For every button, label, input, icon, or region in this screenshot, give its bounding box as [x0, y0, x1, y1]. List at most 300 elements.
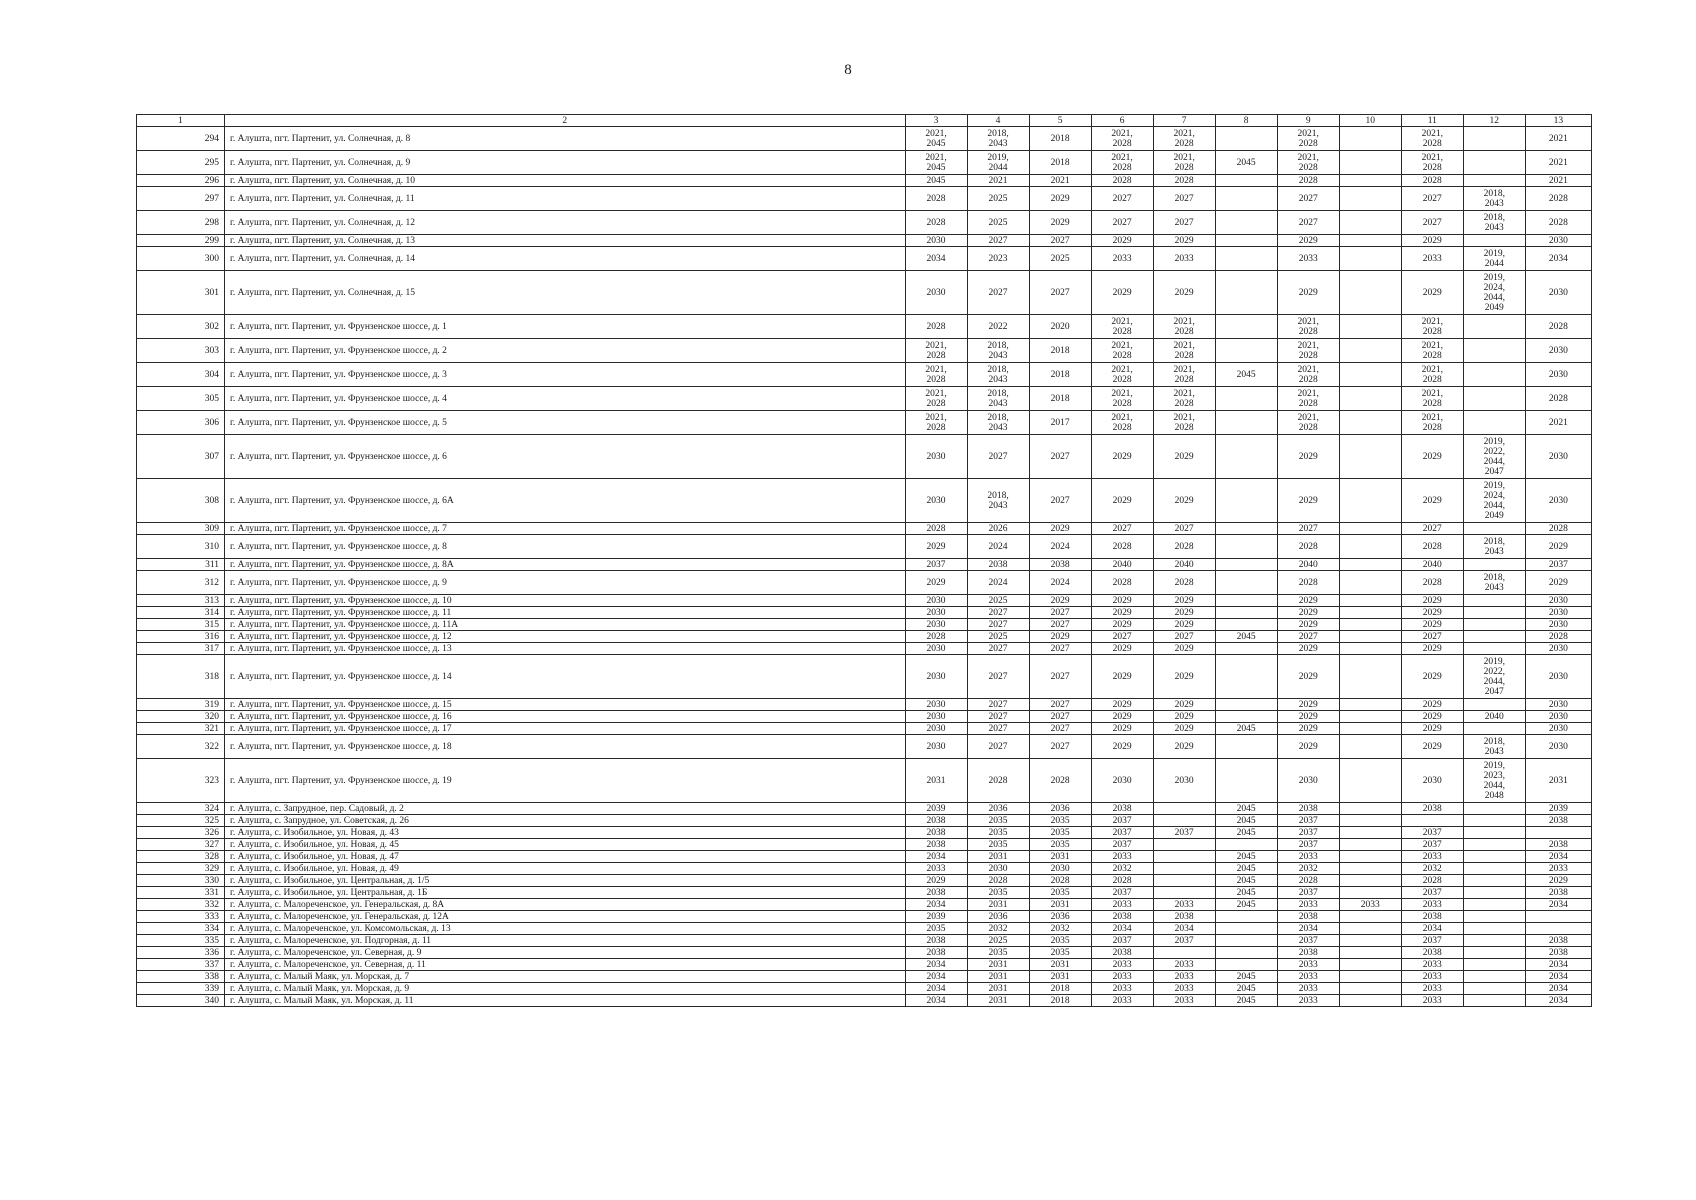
year-value: 2030: [1548, 345, 1568, 356]
year-value: 2030: [1548, 699, 1568, 710]
year-cell-col-9: [1277, 411, 1339, 435]
year-cell-col-11: [1401, 151, 1463, 175]
year-cell-col-12: [1463, 175, 1525, 187]
year-value: 2030: [1548, 287, 1568, 298]
year-cell-col-10: [1339, 187, 1401, 211]
year-value: 2028: [1174, 577, 1194, 588]
year-value: 2029: [1112, 607, 1132, 618]
year-cell-col-9: [1277, 899, 1339, 911]
year-cell-col-3: [905, 151, 967, 175]
year-cell-col-4: [967, 827, 1029, 839]
year-value: 2034: [1548, 983, 1568, 994]
year-value: 2029: [1174, 595, 1194, 606]
year-cell-col-13: [1525, 723, 1591, 735]
year-value: 2030: [926, 643, 946, 654]
year-cell-col-8: [1215, 315, 1277, 339]
year-value: 2018, 2043: [1483, 572, 1505, 593]
row-number: 318: [137, 655, 225, 699]
address-cell: г. Алушта, пгт. Партенит, ул. Фрунзенское шоссе, д. 7: [225, 523, 905, 535]
year-cell-col-12: [1463, 187, 1525, 211]
address-cell: г. Алушта, пгт. Партенит, ул. Фрунзенское шоссе, д. 3: [225, 363, 905, 387]
year-cell-col-4: [967, 535, 1029, 559]
year-cell-col-7: [1153, 983, 1215, 995]
year-cell-col-11: [1401, 711, 1463, 723]
table-row: [137, 235, 1592, 247]
year-cell-col-4: [967, 571, 1029, 595]
year-value: 2027: [1050, 619, 1070, 630]
year-cell-col-11: [1401, 983, 1463, 995]
year-cell-col-13: [1525, 571, 1591, 595]
year-cell-col-11: [1401, 271, 1463, 315]
year-cell-col-10: [1339, 655, 1401, 699]
year-value: 2029: [1174, 671, 1194, 682]
year-value: 2035: [988, 947, 1008, 958]
address-cell: г. Алушта, с. Запрудное, пер. Садовый, д. 2: [225, 803, 905, 815]
year-cell-col-12: [1463, 711, 1525, 723]
table-row: [137, 339, 1592, 363]
year-cell-col-10: [1339, 315, 1401, 339]
year-cell-col-7: [1153, 127, 1215, 151]
address-cell: г. Алушта, пгт. Партенит, ул. Фрунзенское шоссе, д. 8: [225, 535, 905, 559]
year-cell-col-5: [1029, 643, 1091, 655]
year-value: 2030: [926, 495, 946, 506]
year-cell-col-6: [1091, 699, 1153, 711]
row-number: 339: [137, 983, 225, 995]
year-value: 2035: [926, 923, 946, 934]
year-cell-col-6: [1091, 619, 1153, 631]
year-value: 2031: [1050, 851, 1070, 862]
year-cell-col-8: [1215, 711, 1277, 723]
year-value: 2034: [1548, 899, 1568, 910]
year-value: 2028: [1548, 193, 1568, 204]
year-cell-col-13: [1525, 559, 1591, 571]
year-value: 2021, 2028: [1421, 128, 1443, 149]
year-value: 2018, 2043: [1483, 536, 1505, 557]
year-cell-col-9: [1277, 631, 1339, 643]
year-cell-col-5: [1029, 271, 1091, 315]
column-header-9: 9: [1277, 115, 1339, 127]
year-cell-col-5: [1029, 911, 1091, 923]
year-cell-col-12: [1463, 723, 1525, 735]
year-cell-col-10: [1339, 235, 1401, 247]
year-value: 2027: [1422, 631, 1442, 642]
year-cell-col-6: [1091, 995, 1153, 1007]
year-cell-col-6: [1091, 899, 1153, 911]
year-value: 2021, 2045: [925, 152, 947, 173]
year-value: 2030: [1422, 775, 1442, 786]
year-cell-col-6: [1091, 643, 1153, 655]
year-cell-col-5: [1029, 339, 1091, 363]
year-cell-col-12: [1463, 911, 1525, 923]
year-cell-col-10: [1339, 535, 1401, 559]
year-cell-col-8: [1215, 175, 1277, 187]
year-value: 2038: [926, 887, 946, 898]
row-number: 325: [137, 815, 225, 827]
year-value: 2045: [1236, 971, 1256, 982]
year-value: 2040: [1112, 559, 1132, 570]
year-cell-col-7: [1153, 559, 1215, 571]
year-cell-col-10: [1339, 899, 1401, 911]
year-value: 2030: [1298, 775, 1318, 786]
year-value: 2021: [1548, 157, 1568, 168]
year-cell-col-13: [1525, 899, 1591, 911]
address-cell: г. Алушта, пгт. Партенит, ул. Фрунзенское шоссе, д. 12: [225, 631, 905, 643]
year-value: 2033: [1112, 995, 1132, 1006]
table-row: [137, 619, 1592, 631]
year-cell-col-10: [1339, 815, 1401, 827]
year-cell-col-12: [1463, 923, 1525, 935]
year-cell-col-7: [1153, 535, 1215, 559]
year-cell-col-4: [967, 643, 1029, 655]
year-cell-col-9: [1277, 211, 1339, 235]
year-cell-col-4: [967, 911, 1029, 923]
year-value: 2029: [1298, 723, 1318, 734]
year-cell-col-8: [1215, 271, 1277, 315]
year-value: 2021, 2028: [1173, 412, 1195, 433]
year-cell-col-5: [1029, 595, 1091, 607]
year-value: 2038: [1422, 803, 1442, 814]
year-value: 2031: [1050, 971, 1070, 982]
year-cell-col-9: [1277, 571, 1339, 595]
year-value: 2038: [1548, 935, 1568, 946]
year-cell-col-11: [1401, 815, 1463, 827]
year-value: 2021, 2028: [1421, 388, 1443, 409]
year-cell-col-9: [1277, 759, 1339, 803]
year-value: 2037: [1174, 935, 1194, 946]
year-value: 2038: [926, 815, 946, 826]
year-value: 2021, 2028: [925, 364, 947, 385]
row-number: 321: [137, 723, 225, 735]
year-value: 2027: [1050, 607, 1070, 618]
year-cell-col-8: [1215, 631, 1277, 643]
year-cell-col-11: [1401, 935, 1463, 947]
year-value: 2035: [1050, 815, 1070, 826]
table-row: [137, 187, 1592, 211]
row-number: 298: [137, 211, 225, 235]
year-value: 2028: [1298, 577, 1318, 588]
year-cell-col-13: [1525, 631, 1591, 643]
year-cell-col-7: [1153, 643, 1215, 655]
year-value: 2029: [1422, 741, 1442, 752]
year-cell-col-6: [1091, 411, 1153, 435]
year-value: 2031: [988, 983, 1008, 994]
year-value: 2018, 2043: [1483, 212, 1505, 233]
year-cell-col-9: [1277, 839, 1339, 851]
year-cell-col-11: [1401, 899, 1463, 911]
year-value: 2027: [1050, 741, 1070, 752]
year-cell-col-7: [1153, 571, 1215, 595]
year-value: 2028: [1422, 875, 1442, 886]
year-cell-col-8: [1215, 187, 1277, 211]
year-value: 2033: [1174, 995, 1194, 1006]
year-cell-col-3: [905, 631, 967, 643]
year-value: 2045: [1236, 863, 1256, 874]
year-cell-col-11: [1401, 523, 1463, 535]
year-cell-col-3: [905, 479, 967, 523]
year-value: 2018, 2043: [1483, 736, 1505, 757]
year-cell-col-8: [1215, 411, 1277, 435]
year-cell-col-9: [1277, 607, 1339, 619]
year-cell-col-12: [1463, 983, 1525, 995]
year-cell-col-10: [1339, 631, 1401, 643]
year-cell-col-5: [1029, 971, 1091, 983]
year-value: 2018, 2043: [987, 340, 1009, 361]
year-cell-col-4: [967, 655, 1029, 699]
year-value: 2021, 2028: [925, 340, 947, 361]
year-value: 2023: [988, 253, 1008, 264]
year-cell-col-3: [905, 607, 967, 619]
year-cell-col-7: [1153, 315, 1215, 339]
year-cell-col-13: [1525, 271, 1591, 315]
column-header-1: 1: [137, 115, 225, 127]
year-value: 2029: [1298, 235, 1318, 246]
year-value: 2028: [1112, 541, 1132, 552]
year-cell-col-3: [905, 815, 967, 827]
year-cell-col-7: [1153, 363, 1215, 387]
table-row: [137, 899, 1592, 911]
year-value: 2018: [1050, 345, 1070, 356]
year-value: 2033: [1112, 959, 1132, 970]
year-cell-col-13: [1525, 523, 1591, 535]
year-value: 2018, 2043: [1483, 188, 1505, 209]
year-value: 2045: [1236, 157, 1256, 168]
year-cell-col-12: [1463, 571, 1525, 595]
year-cell-col-6: [1091, 435, 1153, 479]
year-cell-col-7: [1153, 619, 1215, 631]
year-cell-col-6: [1091, 887, 1153, 899]
year-cell-col-5: [1029, 619, 1091, 631]
year-cell-col-13: [1525, 151, 1591, 175]
year-cell-col-11: [1401, 995, 1463, 1007]
year-cell-col-6: [1091, 735, 1153, 759]
year-cell-col-13: [1525, 875, 1591, 887]
year-cell-col-11: [1401, 411, 1463, 435]
row-number: 299: [137, 235, 225, 247]
year-value: 2045: [1236, 369, 1256, 380]
address-cell: г. Алушта, с. Малый Маяк, ул. Морская, д. 11: [225, 995, 905, 1007]
year-cell-col-5: [1029, 851, 1091, 863]
year-value: 2033: [1422, 983, 1442, 994]
year-cell-col-4: [967, 759, 1029, 803]
year-value: 2036: [988, 911, 1008, 922]
year-cell-col-13: [1525, 187, 1591, 211]
year-cell-col-6: [1091, 851, 1153, 863]
year-cell-col-3: [905, 911, 967, 923]
year-cell-col-5: [1029, 387, 1091, 411]
year-value: 2033: [1360, 899, 1380, 910]
year-value: 2035: [988, 839, 1008, 850]
year-cell-col-8: [1215, 643, 1277, 655]
year-cell-col-7: [1153, 723, 1215, 735]
year-cell-col-12: [1463, 559, 1525, 571]
year-value: 2029: [1112, 699, 1132, 710]
year-value: 2029: [1050, 631, 1070, 642]
year-cell-col-6: [1091, 827, 1153, 839]
year-cell-col-13: [1525, 983, 1591, 995]
year-value: 2027: [988, 619, 1008, 630]
year-value: 2029: [1174, 495, 1194, 506]
year-cell-col-3: [905, 923, 967, 935]
table-row: [137, 959, 1592, 971]
year-value: 2036: [1050, 803, 1070, 814]
year-value: 2033: [1112, 851, 1132, 862]
year-value: 2032: [1112, 863, 1132, 874]
year-cell-col-6: [1091, 339, 1153, 363]
year-cell-col-9: [1277, 911, 1339, 923]
year-cell-col-6: [1091, 479, 1153, 523]
year-cell-col-6: [1091, 535, 1153, 559]
year-value: 2031: [988, 971, 1008, 982]
year-cell-col-11: [1401, 839, 1463, 851]
year-cell-col-9: [1277, 339, 1339, 363]
year-value: 2025: [988, 935, 1008, 946]
year-cell-col-4: [967, 127, 1029, 151]
year-cell-col-12: [1463, 827, 1525, 839]
year-cell-col-8: [1215, 863, 1277, 875]
table-row: [137, 759, 1592, 803]
year-value: 2030: [1548, 369, 1568, 380]
year-value: 2028: [1050, 775, 1070, 786]
address-cell: г. Алушта, пгт. Партенит, ул. Фрунзенское шоссе, д. 17: [225, 723, 905, 735]
year-cell-col-8: [1215, 559, 1277, 571]
year-cell-col-8: [1215, 839, 1277, 851]
year-value: 2028: [988, 775, 1008, 786]
year-cell-col-13: [1525, 699, 1591, 711]
year-value: 2045: [1236, 983, 1256, 994]
year-value: 2021, 2028: [1173, 388, 1195, 409]
year-value: 2030: [926, 741, 946, 752]
table-row: [137, 387, 1592, 411]
year-value: 2032: [1298, 863, 1318, 874]
column-header-8: 8: [1215, 115, 1277, 127]
year-cell-col-5: [1029, 559, 1091, 571]
year-cell-col-11: [1401, 723, 1463, 735]
row-number: 296: [137, 175, 225, 187]
year-cell-col-12: [1463, 995, 1525, 1007]
year-cell-col-8: [1215, 827, 1277, 839]
year-cell-col-8: [1215, 875, 1277, 887]
year-cell-col-6: [1091, 839, 1153, 851]
table-row: [137, 479, 1592, 523]
year-value: 2039: [1548, 803, 1568, 814]
table-row: [137, 699, 1592, 711]
year-value: 2027: [988, 671, 1008, 682]
column-header-10: 10: [1339, 115, 1401, 127]
year-cell-col-13: [1525, 607, 1591, 619]
year-value: 2021, 2028: [1111, 388, 1133, 409]
year-value: 2021, 2028: [1421, 340, 1443, 361]
year-cell-col-10: [1339, 875, 1401, 887]
year-cell-col-7: [1153, 863, 1215, 875]
year-value: 2021, 2028: [1111, 152, 1133, 173]
year-cell-col-5: [1029, 959, 1091, 971]
address-cell: г. Алушта, пгт. Партенит, ул. Фрунзенское шоссе, д. 11А: [225, 619, 905, 631]
year-value: 2037: [1112, 839, 1132, 850]
year-value: 2027: [1050, 287, 1070, 298]
year-value: 2029: [1174, 607, 1194, 618]
year-cell-col-13: [1525, 655, 1591, 699]
year-value: 2034: [926, 971, 946, 982]
year-cell-col-9: [1277, 523, 1339, 535]
year-cell-col-8: [1215, 235, 1277, 247]
year-cell-col-5: [1029, 923, 1091, 935]
year-cell-col-6: [1091, 815, 1153, 827]
year-cell-col-5: [1029, 607, 1091, 619]
year-cell-col-10: [1339, 923, 1401, 935]
year-value: 2031: [988, 851, 1008, 862]
year-cell-col-12: [1463, 699, 1525, 711]
year-cell-col-11: [1401, 559, 1463, 571]
address-cell: г. Алушта, пгт. Партенит, ул. Фрунзенское шоссе, д. 10: [225, 595, 905, 607]
year-cell-col-7: [1153, 387, 1215, 411]
year-cell-col-13: [1525, 619, 1591, 631]
year-cell-col-11: [1401, 315, 1463, 339]
year-value: 2035: [988, 815, 1008, 826]
year-value: 2038: [1548, 887, 1568, 898]
year-value: 2027: [1298, 217, 1318, 228]
year-cell-col-9: [1277, 935, 1339, 947]
year-cell-col-12: [1463, 803, 1525, 815]
year-cell-col-6: [1091, 315, 1153, 339]
year-value: 2032: [1422, 863, 1442, 874]
year-value: 2028: [926, 631, 946, 642]
year-value: 2035: [1050, 947, 1070, 958]
year-value: 2019, 2044: [1483, 248, 1505, 269]
address-cell: г. Алушта, с. Изобильное, ул. Центральная, д. 1Б: [225, 887, 905, 899]
year-value: 2045: [1236, 887, 1256, 898]
address-cell: г. Алушта, пгт. Партенит, ул. Фрунзенское шоссе, д. 2: [225, 339, 905, 363]
year-cell-col-8: [1215, 699, 1277, 711]
year-cell-col-11: [1401, 699, 1463, 711]
year-cell-col-3: [905, 619, 967, 631]
year-value: 2021: [1548, 175, 1568, 186]
table-row: [137, 411, 1592, 435]
year-value: 2028: [926, 523, 946, 534]
year-value: 2022: [988, 321, 1008, 332]
year-value: 2030: [1548, 451, 1568, 462]
year-value: 2033: [926, 863, 946, 874]
table-row: [137, 827, 1592, 839]
year-cell-col-5: [1029, 803, 1091, 815]
year-value: 2034: [1548, 971, 1568, 982]
address-cell: г. Алушта, пгт. Партенит, ул. Солнечная, д. 13: [225, 235, 905, 247]
year-cell-col-12: [1463, 607, 1525, 619]
year-value: 2029: [1050, 193, 1070, 204]
year-cell-col-9: [1277, 923, 1339, 935]
year-cell-col-13: [1525, 971, 1591, 983]
year-cell-col-7: [1153, 899, 1215, 911]
year-value: 2021, 2045: [925, 128, 947, 149]
address-cell: г. Алушта, пгт. Партенит, ул. Фрунзенское шоссе, д. 1: [225, 315, 905, 339]
year-value: 2038: [1548, 839, 1568, 850]
year-value: 2029: [1112, 711, 1132, 722]
year-cell-col-8: [1215, 607, 1277, 619]
year-value: 2028: [1548, 393, 1568, 404]
year-cell-col-4: [967, 435, 1029, 479]
year-value: 2030: [926, 723, 946, 734]
year-cell-col-3: [905, 595, 967, 607]
year-cell-col-12: [1463, 899, 1525, 911]
year-value: 2028: [1298, 541, 1318, 552]
address-cell: г. Алушта, пгт. Партенит, ул. Фрунзенское шоссе, д. 6: [225, 435, 905, 479]
year-value: 2030: [1050, 863, 1070, 874]
year-value: 2034: [1422, 923, 1442, 934]
year-value: 2029: [926, 875, 946, 886]
year-cell-col-5: [1029, 363, 1091, 387]
address-cell: г. Алушта, пгт. Партенит, ул. Солнечная, д. 9: [225, 151, 905, 175]
year-value: 2021: [1548, 133, 1568, 144]
address-cell: г. Алушта, пгт. Партенит, ул. Фрунзенское шоссе, д. 9: [225, 571, 905, 595]
